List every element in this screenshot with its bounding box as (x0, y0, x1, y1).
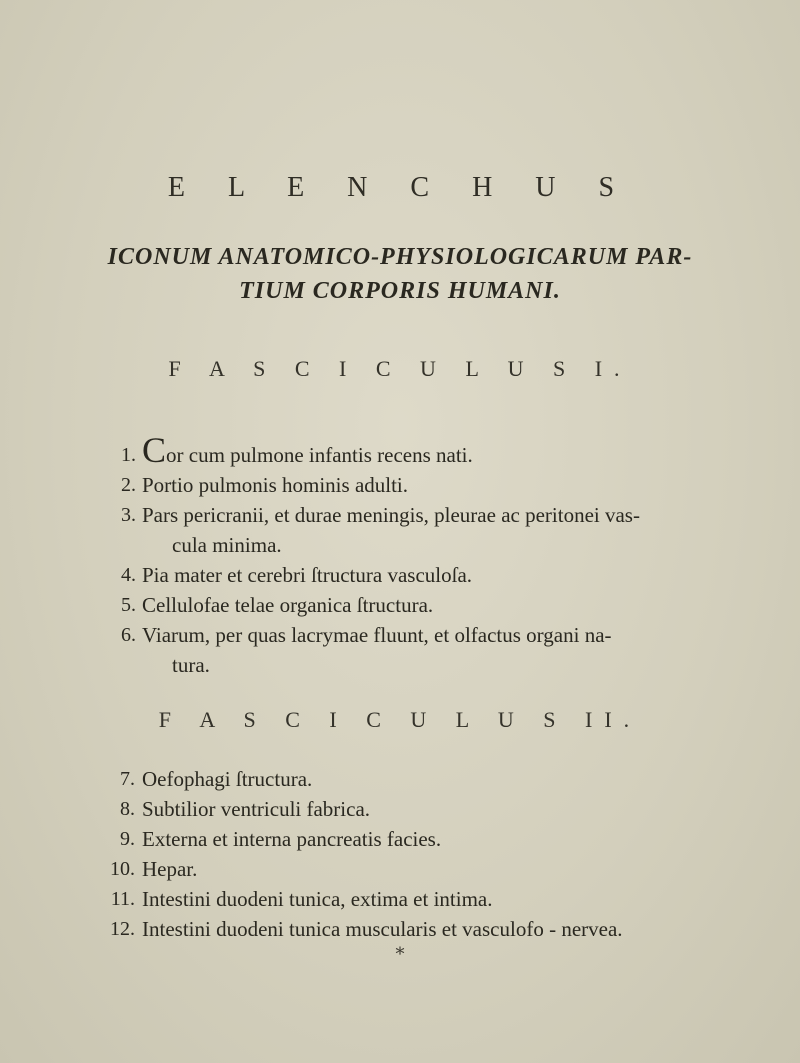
list-item (0, 884, 662, 914)
item-number: 12. (110, 918, 135, 940)
list-item (0, 794, 662, 824)
item-text: Hepar. (142, 857, 198, 881)
list-item (0, 824, 662, 854)
section-heading-1: F A S C I C U L U S I. (168, 356, 632, 381)
item-number: 11. (110, 888, 135, 910)
section-1-list (0, 430, 800, 680)
item-text: Viarum, per quas lacrymae fluunt, et olfactus organi na- (142, 623, 612, 647)
item-continuation: tura. (172, 653, 210, 677)
signature-mark: * (395, 944, 405, 965)
item-number: 6. (121, 624, 136, 646)
list-item (0, 500, 662, 560)
item-number: 1. (121, 444, 136, 466)
item-number: 5. (121, 594, 136, 616)
item-number: 8. (120, 798, 135, 820)
list-item (0, 620, 662, 680)
list-item (0, 914, 662, 944)
item-text: or cum pulmone infantis recens nati. (166, 443, 473, 467)
item-number: 2. (121, 474, 136, 496)
item-number: 7. (120, 768, 135, 790)
item-text: Portio pulmonis hominis adulti. (142, 473, 409, 497)
item-text: Pia mater et cerebri ſtructura vasculoſa. (142, 563, 473, 587)
item-number: 4. (121, 564, 136, 586)
document-title: E L E N C H U S (167, 172, 633, 203)
item-number: 10. (110, 858, 135, 880)
item-text: Cellulofae telae organica ſtructura. (142, 593, 434, 617)
item-continuation: cula minima. (172, 533, 282, 557)
section-2-list (0, 764, 800, 944)
list-item (0, 430, 662, 470)
item-text: Intestini duodeni tunica muscularis et vasculofo - nervea. (142, 917, 623, 941)
item-text: Subtilior ventriculi fabrica. (142, 797, 371, 821)
item-text: Intestini duodeni tunica, extima et intima. (142, 887, 493, 911)
item-number: 3. (121, 504, 136, 526)
list-item (0, 854, 662, 884)
item-text: Pars pericranii, et durae meningis, pleurae ac peritonei vas- (142, 503, 640, 527)
subtitle-line-1: ICONUM ANATOMICO-PHYSIOLOGICARUM PAR- (107, 244, 693, 270)
item-text: Externa et interna pancreatis facies. (142, 827, 442, 851)
list-item (0, 560, 662, 590)
list-item (0, 764, 662, 794)
list-item (0, 470, 662, 500)
drop-cap: C (142, 430, 167, 470)
document-subtitle (0, 240, 800, 308)
item-number: 9. (120, 828, 135, 850)
item-text: Oefophagi ſtructura. (142, 767, 313, 791)
subtitle-line-2: TIUM CORPORIS HUMANI. (239, 278, 561, 304)
list-item (0, 590, 662, 620)
section-heading-2: F A S C I C U L U S II. (158, 707, 642, 732)
